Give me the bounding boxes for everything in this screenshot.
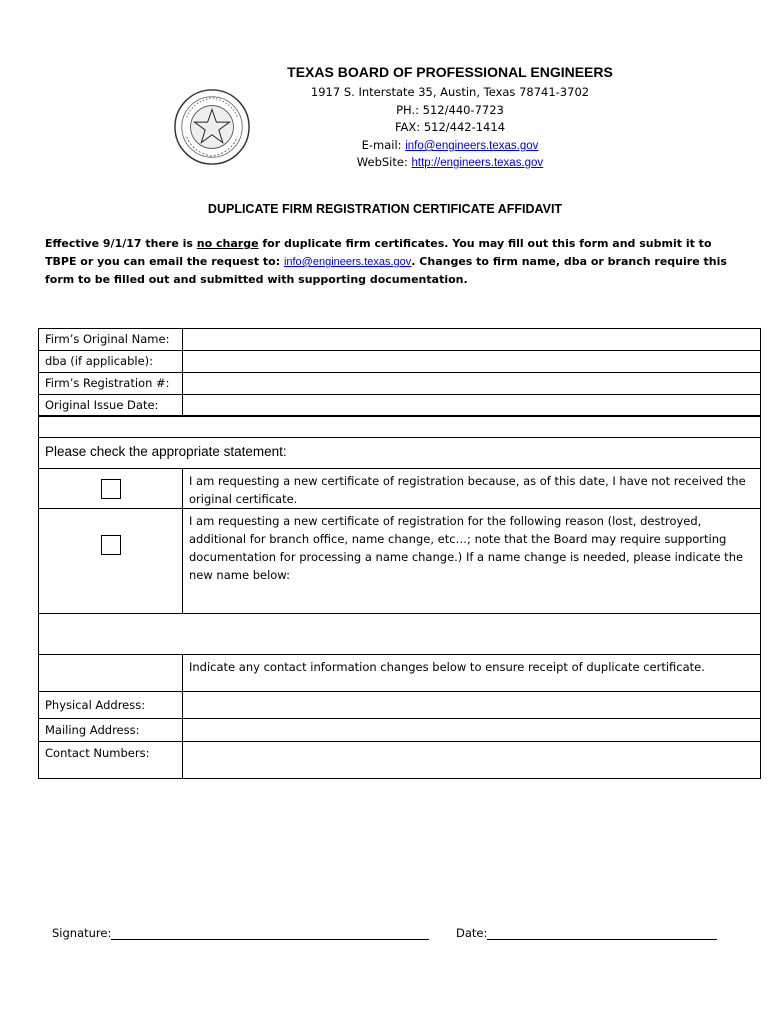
mailing-address-field[interactable] xyxy=(183,719,761,742)
table-row xyxy=(39,469,761,509)
table-row xyxy=(39,692,761,719)
registration-label: Firm’s Registration #: xyxy=(39,373,183,395)
org-email-line xyxy=(230,138,670,152)
checkbox-cell xyxy=(39,469,183,509)
issue-date-label: Original Issue Date: xyxy=(39,395,183,417)
blank-cell xyxy=(39,655,183,692)
contact-numbers-field[interactable] xyxy=(183,742,761,779)
date-area xyxy=(456,926,717,940)
option-1-checkbox[interactable] xyxy=(101,479,121,499)
original-name-label: Firm’s Original Name: xyxy=(39,329,183,351)
org-address: 1917 S. Interstate 35, Austin, Texas 78741-3702 xyxy=(310,85,590,99)
intro-email-link[interactable]: info@engineers.texas.gov xyxy=(283,256,412,268)
intro-part-2: for duplicate firm certificates. You may fill out this form and submit it to TBPE or you can email the request to: xyxy=(45,237,712,268)
table-row xyxy=(39,509,761,614)
table-row xyxy=(39,329,761,351)
issue-date-field[interactable] xyxy=(183,395,761,417)
table-row xyxy=(39,373,761,395)
signature-line[interactable] xyxy=(111,927,429,940)
dba-field[interactable] xyxy=(183,351,761,373)
registration-field[interactable] xyxy=(183,373,761,395)
contact-numbers-label: Contact Numbers: xyxy=(39,742,183,779)
table-row xyxy=(39,395,761,417)
spacer-row xyxy=(39,614,761,655)
table-row xyxy=(39,438,761,469)
mailing-address-label: Mailing Address: xyxy=(39,719,183,742)
no-charge-text: no charge xyxy=(196,237,259,250)
statement-heading: Please check the appropriate statement: xyxy=(39,438,761,469)
option-2-text: I am requesting a new certificate of registration for the following reason (lost, destroyed, additional for branch office, name change, etc…; note that the Board may require supporting documentation for processing a name change.) If a name change is needed, please indicate the new name below: xyxy=(183,509,761,614)
intro-paragraph xyxy=(45,235,735,289)
table-row xyxy=(39,742,761,779)
original-name-field[interactable] xyxy=(183,329,761,351)
intro-part-1: Effective 9/1/17 there is xyxy=(45,237,197,250)
option-1-text: I am requesting a new certificate of registration because, as of this date, I have not received the original certificate. xyxy=(183,469,761,509)
dba-label: dba (if applicable): xyxy=(39,351,183,373)
email-label: E-mail: xyxy=(361,138,402,152)
date-line[interactable] xyxy=(487,927,717,940)
option-2-checkbox[interactable] xyxy=(101,535,121,555)
date-label: Date: xyxy=(456,926,488,940)
org-fax: FAX: 512/442-1414 xyxy=(394,120,506,134)
website-link[interactable]: http://engineers.texas.gov xyxy=(411,157,544,169)
contact-instruction: Indicate any contact information changes below to ensure receipt of duplicate certificate. xyxy=(183,655,761,692)
signature-label: Signature: xyxy=(52,926,112,940)
form-title: DUPLICATE FIRM REGISTRATION CERTIFICATE AFFIDAVIT xyxy=(207,202,563,216)
table-row xyxy=(39,719,761,742)
org-website-line xyxy=(230,155,670,169)
email-link[interactable]: info@engineers.texas.gov xyxy=(405,140,539,152)
intro-part-3: . Changes to firm name, dba or branch require this form to be filled out and submitted with supporting documentation. xyxy=(45,255,727,286)
org-phone: PH.: 512/440-7723 xyxy=(396,103,504,117)
table-row xyxy=(39,614,761,655)
checkbox-cell xyxy=(39,509,183,614)
physical-address-label: Physical Address: xyxy=(39,692,183,719)
physical-address-field[interactable] xyxy=(183,692,761,719)
table-row xyxy=(39,351,761,373)
spacer-row xyxy=(39,416,761,438)
signature-area xyxy=(52,926,429,940)
website-label: WebSite: xyxy=(356,155,408,169)
firm-info-table xyxy=(38,328,761,417)
table-row xyxy=(39,655,761,692)
table-row xyxy=(39,416,761,438)
statement-table xyxy=(38,415,761,779)
org-name: TEXAS BOARD OF PROFESSIONAL ENGINEERS xyxy=(287,64,613,80)
